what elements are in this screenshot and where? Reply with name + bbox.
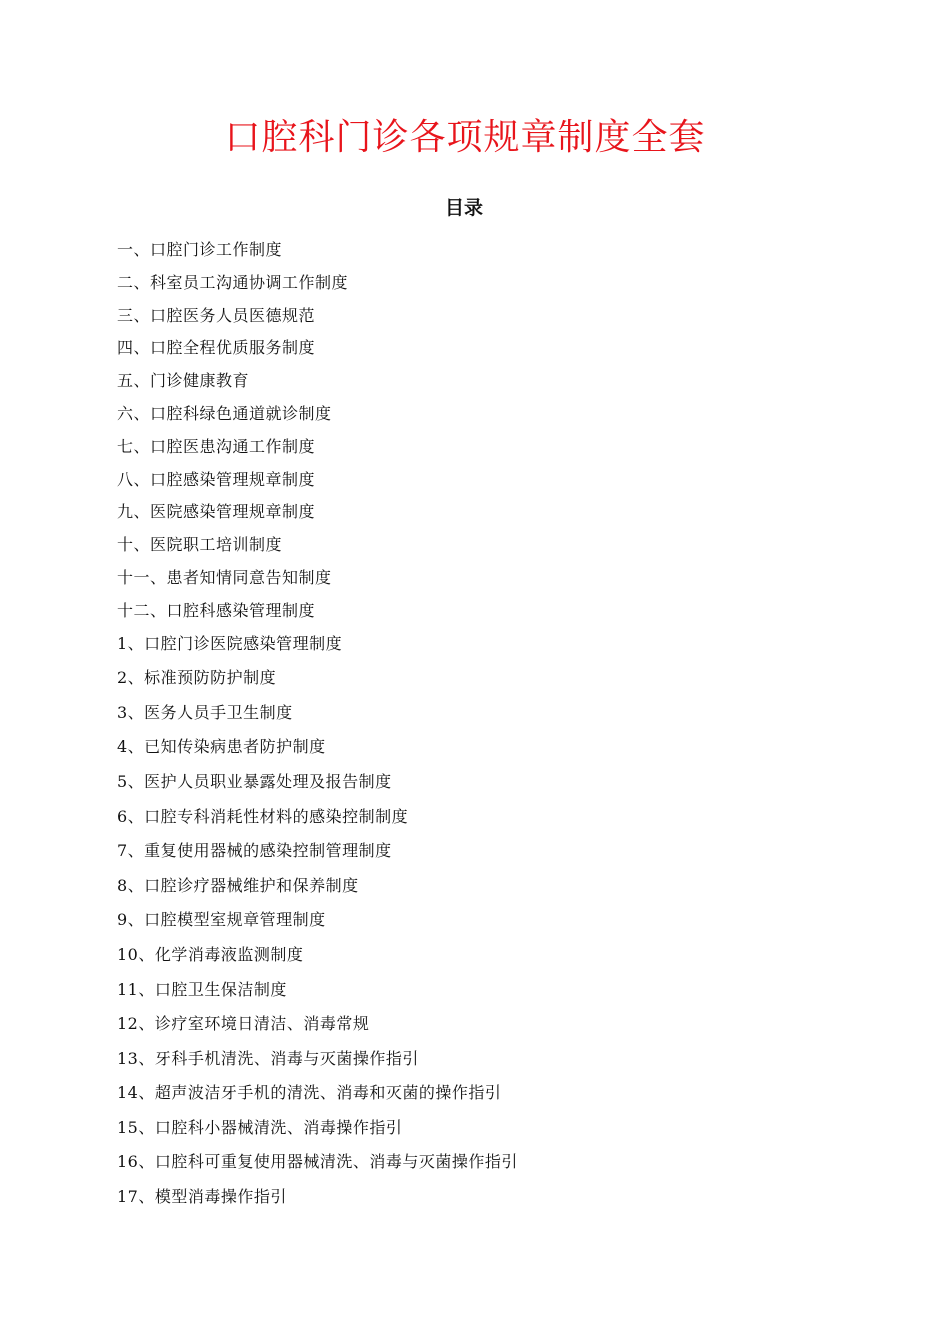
toc-subitem: 7、重复使用器械的感染控制管理制度 — [117, 841, 392, 861]
toc-item: 五、门诊健康教育 — [117, 371, 250, 391]
toc-item: 二、科室员工沟通协调工作制度 — [117, 272, 349, 292]
toc-subitem: 12、诊疗室环境日清洁、消毒常规 — [117, 1014, 370, 1034]
toc-subitem: 17、模型消毒操作指引 — [117, 1187, 287, 1207]
toc-item: 八、口腔感染管理规章制度 — [117, 469, 316, 489]
toc-subitem: 11、口腔卫生保洁制度 — [117, 979, 287, 999]
toc-subitem: 10、化学消毒液监测制度 — [117, 944, 304, 964]
toc-item: 三、口腔医务人员医德规范 — [117, 305, 316, 325]
toc-subitem: 9、口腔模型室规章管理制度 — [117, 910, 326, 930]
toc-item: 十一、患者知情同意告知制度 — [117, 567, 332, 587]
toc-subitem: 1、口腔门诊医院感染管理制度 — [117, 633, 343, 653]
toc-item: 七、口腔医患沟通工作制度 — [117, 436, 316, 456]
table-of-contents — [117, 240, 877, 1222]
toc-item: 十二、口腔科感染管理制度 — [117, 600, 316, 620]
toc-item: 九、医院感染管理规章制度 — [117, 502, 316, 522]
toc-subitem: 5、医护人员职业暴露处理及报告制度 — [117, 771, 392, 791]
toc-subitem: 15、口腔科小器械清洗、消毒操作指引 — [117, 1117, 403, 1137]
toc-subitem: 13、牙科手机清洗、消毒与灭菌操作指引 — [117, 1048, 419, 1068]
toc-heading: 目录 — [444, 197, 483, 219]
toc-subitem: 16、口腔科可重复使用器械清洗、消毒与灭菌操作指引 — [117, 1152, 518, 1172]
toc-subitem: 14、超声波洁牙手机的清洗、消毒和灭菌的操作指引 — [117, 1083, 502, 1103]
toc-subitem: 2、标准预防防护制度 — [117, 668, 277, 688]
toc-item: 一、口腔门诊工作制度 — [117, 240, 283, 259]
toc-item: 六、口腔科绿色通道就诊制度 — [117, 403, 332, 423]
toc-subitem: 3、医务人员手卫生制度 — [117, 702, 293, 722]
toc-subitem: 8、口腔诊疗器械维护和保养制度 — [117, 875, 359, 895]
toc-item: 十、医院职工培训制度 — [117, 535, 283, 555]
toc-subitem: 6、口腔专科消耗性材料的感染控制制度 — [117, 806, 409, 826]
document-title: 口腔科门诊各项规章制度全套 — [224, 117, 706, 158]
toc-item: 四、口腔全程优质服务制度 — [117, 338, 316, 358]
toc-subitem: 4、已知传染病患者防护制度 — [117, 737, 326, 757]
